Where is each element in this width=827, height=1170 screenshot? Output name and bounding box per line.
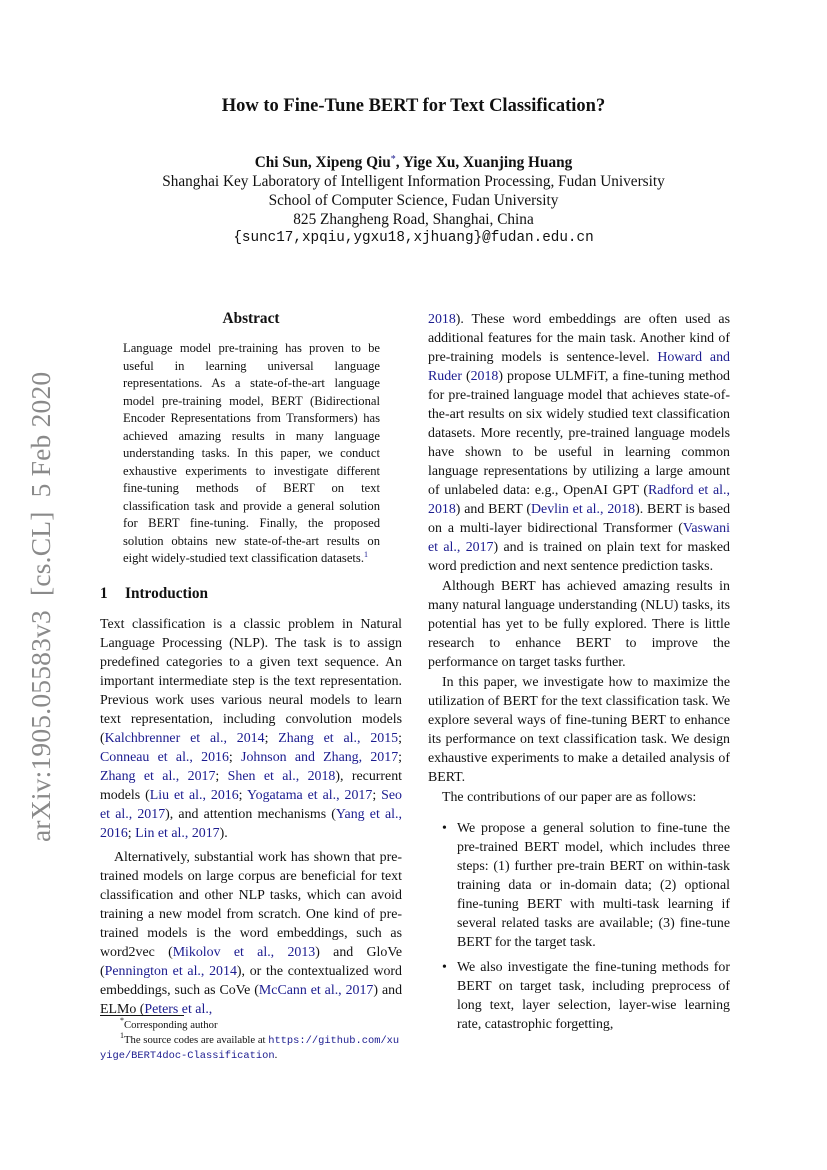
text: ). These word embeddings are often used as additional features for the main task. Another kind of pre-training models is sentence-level. <box>428 312 730 365</box>
footnote-ref-1[interactable]: 1 <box>363 550 368 559</box>
footnote-1-text: The source codes are available at <box>124 1033 269 1046</box>
citation[interactable]: Shen et al., 2018 <box>227 769 336 784</box>
paper-title: How to Fine-Tune BERT for Text Classification? <box>221 96 606 116</box>
left-column <box>100 615 402 1019</box>
abstract-text: Language model pre-training has proven to be useful in learning universal language representations. As a state-of-the-art language model pre-training model, BERT (Bidirectional Encoder Representations from Transformers) has achieved amazing results in many language understanding tasks. In this paper, we conduct exhaustive experiments to investigate different fine-tuning methods of BERT on text classification task and provide a general solution for BERT fine-tuning. Finally, the proposed solution obtains new state-of-the-art results on eight widely-studied text classification datasets. <box>123 341 380 565</box>
text: ) and GloVe ( <box>100 945 403 979</box>
citation[interactable]: Radford et al., 2018 <box>428 483 730 517</box>
text: ) and ELMo ( <box>100 983 403 1017</box>
citation[interactable]: McCann et al., 2017 <box>258 983 374 998</box>
citation[interactable]: 2018 <box>428 312 456 327</box>
citation[interactable]: Howard and Ruder <box>428 350 730 384</box>
text: ( <box>461 369 471 384</box>
footnote-corresponding <box>100 1018 402 1033</box>
arxiv-sidebar-stamp <box>21 362 61 842</box>
author-names <box>0 150 827 172</box>
citation[interactable]: Yang et al., 2016 <box>100 807 402 841</box>
intro-paragraph-3: Although BERT has achieved amazing results in many natural language understanding (NLU) tasks, its potential has yet to be fully explored. There is little research to enhance BERT to improve the performance on target tasks further. <box>428 579 730 670</box>
footnote-rule <box>100 1015 184 1016</box>
citation[interactable]: Johnson and Zhang, 2017 <box>241 750 399 765</box>
section-title: Introduction <box>125 585 209 602</box>
citation[interactable]: Seo et al., 2017 <box>100 788 402 822</box>
abstract-body <box>123 340 380 568</box>
abstract-heading: Abstract <box>222 310 280 327</box>
citation[interactable]: Mikolov et al., 2013 <box>172 945 316 960</box>
citation[interactable]: Yogatama et al., 2017 <box>246 788 373 803</box>
citation[interactable]: 2018 <box>470 369 499 384</box>
text: Text classification is a classic problem in Natural Language Processing (NLP). The task is to assign predefined categories to a given text sequence. An important intermediate step is the text representation. Previous work uses various neural models to learn text representation, including convolution models ( <box>100 617 402 746</box>
arxiv-category: [cs.CL] <box>25 511 56 597</box>
citation[interactable]: Zhang et al., 2017 <box>100 769 216 784</box>
citation[interactable]: Kalchbrenner et al., 2014 <box>104 731 265 746</box>
text: ) and is trained on plain text for masked word prediction and next sentence prediction tasks. <box>428 540 730 574</box>
contribution-text: We also investigate the fine-tuning methods for BERT on target task, including preprocess of long text, layer selection, layer-wise learning rate, catastrophic forgetting, <box>457 960 730 1032</box>
citation[interactable]: Lin et al., 2017 <box>135 826 220 841</box>
citation[interactable]: Pennington et al., 2014 <box>104 964 237 979</box>
citation[interactable]: Conneau et al., 2016 <box>100 750 229 765</box>
bullet-icon: • <box>442 821 447 836</box>
contribution-text: We propose a general solution to fine-tune the pre-trained BERT model, which includes three steps: (1) further pre-train BERT on within-task training data or in-domain data; (2) optional fine-tuning BERT with multi-task learning if several related tasks are available; (3) fine-tune BERT for the target task. <box>457 821 730 950</box>
author-emails: {sunc17,xpqiu,ygxu18,xjhuang}@fudan.edu.cn <box>233 230 594 246</box>
text: ) propose ULMFiT, a fine-tuning method for pre-trained language model that achieves state-of-the-art results on six widely studied text classification datasets. More recently, pre-trained language models have shown to be useful in learning common language representations by utilizing a large amount of unlabeled data: e.g., OpenAI GPT ( <box>428 369 730 498</box>
intro-paragraph-5: The contributions of our paper are as follows: <box>442 790 697 805</box>
intro-paragraph-4: In this paper, we investigate how to maximize the utilization of BERT for the text classification task. We explore several ways of fine-tuning BERT to enhance its performance on text classification task. We design exhaustive experiments to make a detailed analysis of BERT. <box>428 675 730 785</box>
contributions-list <box>428 819 730 1034</box>
corresponding-author-mark[interactable]: * <box>390 154 396 165</box>
text: ), recurrent models ( <box>100 769 402 803</box>
text: ), and attention mechanisms ( <box>165 807 336 822</box>
text: ), or the contextualized word embeddings, such as CoVe ( <box>100 964 402 998</box>
text: Alternatively, substantial work has shown that pre-trained models on large corpus are beneficial for text classification and other NLP tasks, which can avoid training a new model from scratch. One kind of pre-trained models is the word embeddings, such as word2vec ( <box>100 850 402 960</box>
affiliation-address: 825 Zhangheng Road, Shanghai, China <box>293 211 534 228</box>
footnote-1-mark: 1 <box>120 1030 124 1040</box>
author-block <box>0 150 827 248</box>
contribution-item <box>428 958 730 1034</box>
text: ). <box>219 826 228 841</box>
intro-paragraph-2-continued <box>428 310 730 576</box>
citation[interactable]: Zhang et al., 2015 <box>278 731 399 746</box>
arxiv-date: 5 Feb 2020 <box>25 371 56 498</box>
citation[interactable]: Devlin et al., 2018 <box>531 502 636 517</box>
authors-first: Chi Sun, Xipeng Qiu <box>254 154 391 171</box>
authors-rest: , Yige Xu, Xuanjing Huang <box>395 154 573 171</box>
intro-paragraph-2 <box>100 848 402 1019</box>
citation[interactable]: Liu et al., 2016 <box>149 788 239 803</box>
footnote-star-text: Corresponding author <box>124 1019 218 1031</box>
contribution-item <box>428 819 730 952</box>
footnote-1 <box>100 1030 402 1064</box>
affiliation-lab: Shanghai Key Laboratory of Intelligent Information Processing, Fudan University <box>162 173 665 190</box>
footnotes <box>100 1018 402 1064</box>
section-number: 1 <box>100 585 108 602</box>
affiliation-school: School of Computer Science, Fudan University <box>268 192 559 209</box>
citation[interactable]: Peters et al., <box>144 1002 213 1017</box>
text: ) and BERT ( <box>455 502 532 517</box>
arxiv-id: arXiv:1905.05583v3 <box>25 610 56 842</box>
bullet-icon: • <box>442 960 447 975</box>
intro-paragraph-1: Text classification is a classic problem in Natural Language Processing (NLP). The task is to assign predefined categories to a given text sequence. An important intermediate step is the text representation. Previous work uses various neural models to learn text representation, including convolution models (Kalchbrenner et al., 2014; Zhang et al., 2015; Conneau et al., 2016; Johnson and Zhang, 2017; Zhang et al., 2017; Shen et al., 2018), recurrent models (Liu et al., 2016; Yogatama et al., 2017; Seo et al., 2017), and attention mechanisms (Yang et al., 2016; Lin et al., 2017). <box>100 617 402 841</box>
footnote-1-end: . <box>274 1049 278 1061</box>
source-code-link[interactable]: https://github.com/xuyige/BERT4doc-Classification <box>100 1034 400 1062</box>
text: ). BERT is based on a multi-layer bidirectional Transformer ( <box>428 502 731 536</box>
citation[interactable]: Vaswani et al., 2017 <box>428 521 730 555</box>
section-heading-introduction <box>100 585 208 603</box>
footnote-star-mark: * <box>120 1016 124 1025</box>
right-column <box>428 310 730 1040</box>
